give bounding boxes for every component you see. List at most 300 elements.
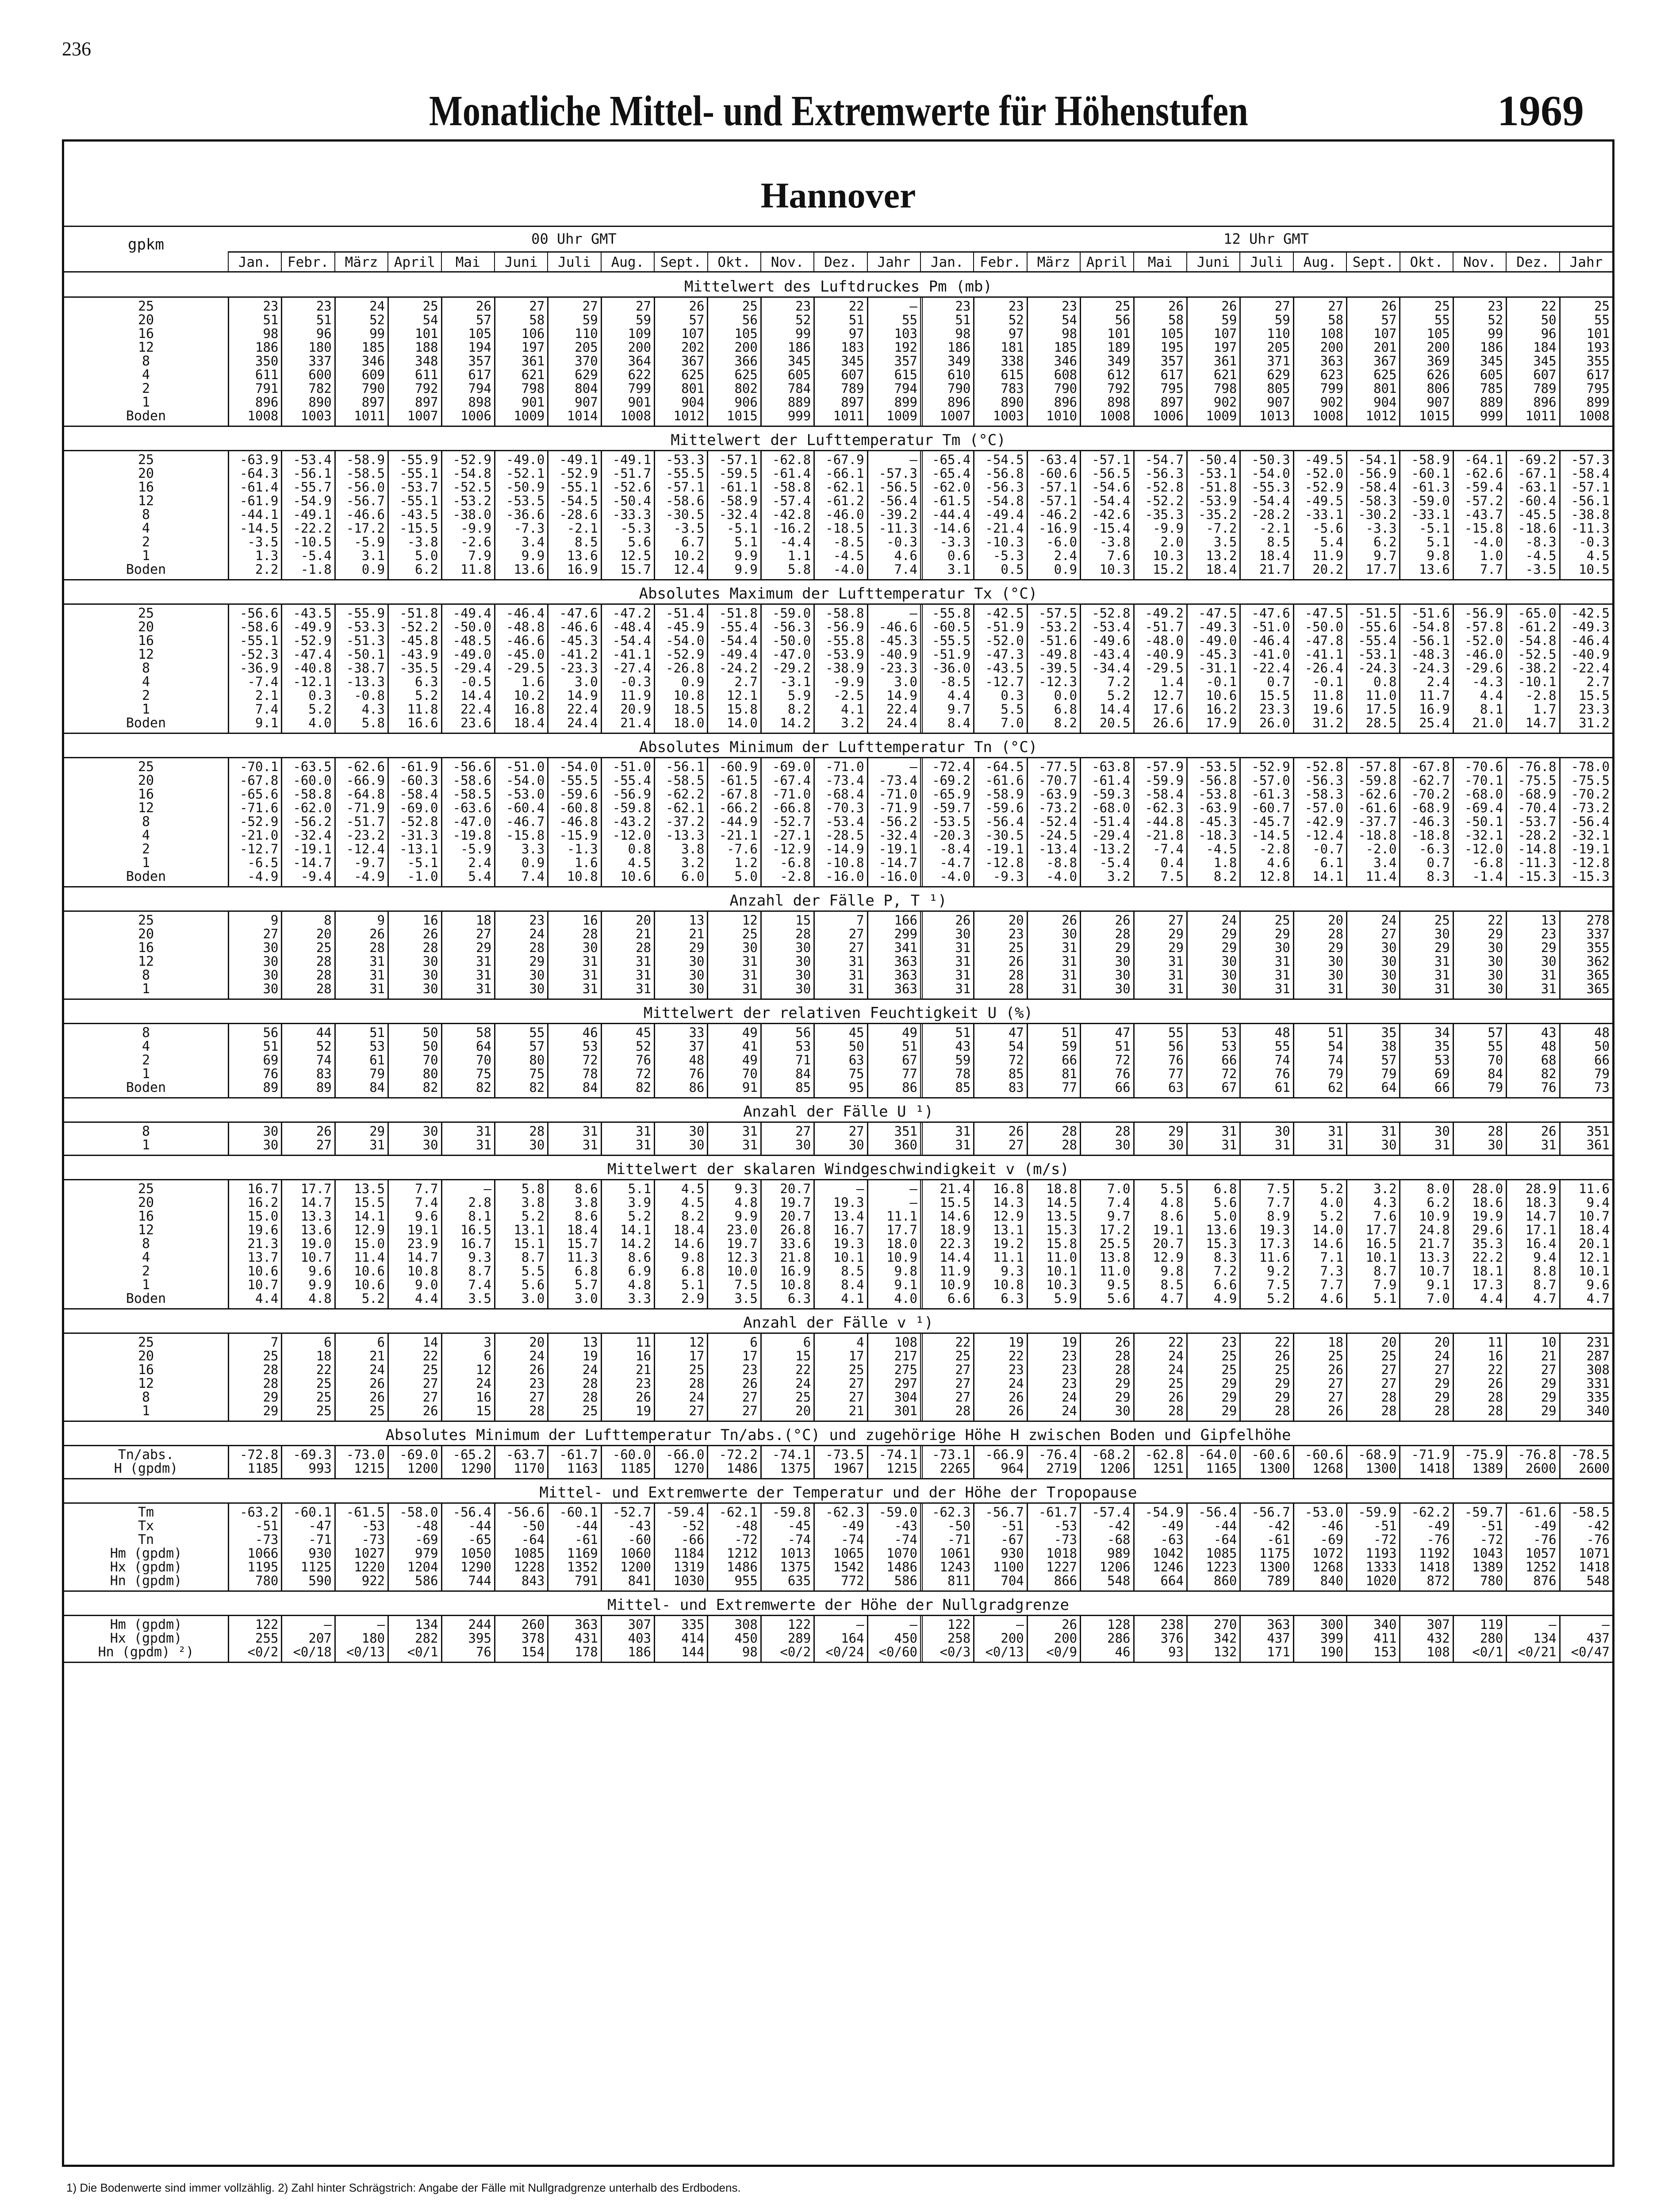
value-cell: 19.6: [247, 1223, 279, 1237]
value-cell: 5.0: [734, 870, 758, 883]
value-cell: 617: [468, 368, 491, 382]
value-cell: -67.8: [1411, 760, 1450, 774]
value-cell: -62.6: [1358, 787, 1397, 801]
row-label: 25: [138, 913, 154, 928]
value-cell: 6: [483, 1349, 491, 1363]
value-cell: -61.2: [825, 494, 864, 508]
value-cell: 193: [1586, 341, 1610, 354]
value-column: [1559, 451, 1612, 579]
value-cell: -21.8: [1145, 829, 1184, 842]
value-column: [920, 912, 973, 998]
value-cell: 811: [947, 1574, 971, 1588]
value-cell: 340: [1373, 1618, 1397, 1632]
value-cell: -68.0: [1092, 801, 1131, 815]
value-cell: 51: [316, 313, 332, 327]
value-cell: 896: [255, 396, 279, 409]
value-cell: 4.0: [1320, 1196, 1344, 1210]
value-cell: 16.2: [1206, 703, 1237, 716]
value-cell: 1.6: [575, 856, 598, 870]
value-cell: -2.0: [1365, 842, 1397, 856]
value-cell: -36.9: [240, 661, 279, 675]
value-column: [334, 912, 387, 998]
value-cell: 17.7: [1365, 563, 1397, 576]
value-cell: 200: [734, 341, 758, 354]
value-cell: -76.8: [1518, 1448, 1557, 1462]
value-cell: -62.2: [666, 787, 705, 801]
value-cell: 31: [369, 955, 385, 968]
value-column: [494, 1334, 547, 1421]
value-cell: 22.2: [1472, 1251, 1503, 1264]
value-cell: 26: [1115, 1336, 1131, 1349]
value-column: [281, 912, 334, 998]
value-cell: 9.5: [1107, 1278, 1131, 1292]
value-column: [654, 912, 707, 998]
value-column: [1559, 298, 1612, 426]
value-cell: 3.8: [521, 1196, 545, 1210]
row-label: 16: [138, 1209, 154, 1224]
value-cell: 11.0: [1099, 1264, 1131, 1278]
value-cell: 5.2: [1320, 1210, 1344, 1223]
value-cell: 202: [681, 341, 705, 354]
value-cell: -48.8: [506, 620, 545, 634]
value-cell: 9.8: [1160, 1264, 1184, 1278]
value-cell: -45.7: [1251, 815, 1290, 829]
value-cell: 16.7: [460, 1237, 491, 1251]
value-column: [1027, 451, 1080, 579]
value-cell: 14.1: [354, 1210, 385, 1223]
value-cell: 301: [894, 1404, 917, 1418]
value-cell: 48: [1594, 1026, 1610, 1040]
value-cell: -39.5: [1038, 661, 1078, 675]
value-cell: -13.2: [1092, 842, 1131, 856]
value-column: [1133, 605, 1186, 733]
section-block: [64, 1615, 1612, 1663]
value-cell: 26: [369, 1377, 385, 1390]
value-cell: 19: [582, 1349, 598, 1363]
value-column: [707, 605, 760, 733]
value-cell: -47.5: [1198, 607, 1237, 620]
row-labels: [64, 760, 228, 883]
value-cell: 623: [1320, 368, 1344, 382]
value-column: [547, 912, 600, 998]
value-cell: -52.9: [293, 634, 332, 648]
value-cell: -4.0: [833, 563, 864, 576]
row-label: 16: [138, 480, 154, 495]
value-cell: -69.0: [772, 760, 811, 774]
value-cell: 58: [1168, 313, 1184, 327]
value-column: [547, 451, 600, 579]
value-cell: -58.8: [293, 787, 332, 801]
value-cell: 4.7: [1160, 1292, 1184, 1306]
value-cell: -57.5: [1038, 607, 1078, 620]
value-cell: 16.5: [1365, 1237, 1397, 1251]
value-cell: 5.6: [628, 535, 652, 549]
value-cell: 186: [787, 341, 811, 354]
value-cell: 13.5: [1046, 1210, 1078, 1223]
value-cell: 10.3: [1153, 549, 1184, 563]
value-cell: 22: [795, 1363, 811, 1377]
row-label: 8: [142, 507, 150, 522]
value-column: [281, 758, 334, 886]
value-cell: 26: [476, 300, 491, 313]
value-cell: 63: [848, 1053, 864, 1067]
value-cell: 24: [1221, 914, 1237, 927]
value-cell: 18.8: [1046, 1182, 1078, 1196]
value-cell: 30: [1488, 968, 1503, 982]
value-cell: 29: [1328, 941, 1344, 955]
value-column: [760, 1123, 813, 1155]
row-labels: [64, 1618, 228, 1659]
value-column: [1133, 1024, 1186, 1097]
value-cell: 9.7: [947, 703, 971, 716]
value-cell: 99: [369, 327, 385, 341]
value-cell: -56.1: [1571, 494, 1610, 508]
value-cell: -65.2: [453, 1448, 491, 1462]
value-cell: 98: [955, 327, 971, 341]
value-cell: -56.4: [453, 1505, 491, 1519]
value-cell: -49.8: [1038, 648, 1078, 661]
value-cell: 16.9: [780, 1264, 811, 1278]
section-title: Anzahl der Fälle P, T ¹): [729, 892, 947, 910]
value-cell: 31: [476, 1125, 491, 1138]
value-cell: -46.6: [346, 508, 385, 522]
value-cell: 18.4: [673, 1223, 705, 1237]
row-label: 2: [142, 534, 150, 550]
value-cell: 363: [894, 982, 917, 996]
value-cell: 1206: [1099, 1462, 1131, 1475]
value-column: [1239, 1616, 1292, 1662]
value-cell: 361: [1213, 354, 1237, 368]
value-cell: 31.2: [1312, 716, 1344, 730]
value-cell: -58.6: [240, 620, 279, 634]
value-cell: -49.3: [1571, 620, 1610, 634]
value-cell: 4.0: [894, 1292, 917, 1306]
value-column: [334, 1180, 387, 1308]
row-labels: [64, 1182, 228, 1306]
value-cell: 57: [476, 313, 491, 327]
value-cell: 31: [1328, 1138, 1344, 1152]
value-cell: 17: [689, 1349, 705, 1363]
value-cell: 1185: [620, 1462, 652, 1475]
value-column: [1027, 1123, 1080, 1155]
value-cell: 4.4: [1480, 1292, 1503, 1306]
value-cell: 25: [316, 941, 332, 955]
value-cell: 15.1: [514, 1237, 545, 1251]
value-cell: 18: [316, 1349, 332, 1363]
value-column: [1293, 758, 1346, 886]
value-cell: 395: [468, 1632, 491, 1645]
value-cell: 244: [468, 1618, 491, 1632]
value-cell: 25: [1328, 1349, 1344, 1363]
value-cell: -0.3: [886, 535, 917, 549]
month-header-cell: Nov.: [760, 253, 813, 271]
value-cell: -60.3: [399, 774, 438, 787]
value-column: [1027, 298, 1080, 426]
value-column: [1027, 912, 1080, 998]
value-column: [813, 912, 867, 998]
value-cell: 49: [742, 1026, 758, 1040]
value-cell: 95: [848, 1081, 864, 1094]
value-cell: -54.1: [1358, 453, 1397, 467]
value-column: [1506, 1180, 1559, 1308]
value-cell: 9.9: [734, 1210, 758, 1223]
value-cell: -52.8: [1145, 480, 1184, 494]
value-cell: 29: [1221, 1404, 1237, 1418]
value-column: [1453, 1180, 1506, 1308]
value-cell: -16.0: [878, 870, 917, 883]
value-cell: -54.7: [1145, 453, 1184, 467]
value-column: [1186, 1123, 1239, 1155]
value-column: [813, 1616, 867, 1662]
value-cell: 7.9: [468, 549, 491, 563]
value-cell: -43.7: [1464, 508, 1503, 522]
value-cell: 5.9: [787, 689, 811, 703]
value-cell: 23: [529, 914, 545, 927]
value-grid: [228, 1504, 1612, 1590]
value-cell: 30: [1328, 955, 1344, 968]
value-cell: 25: [369, 1404, 385, 1418]
value-cell: 5.9: [1054, 1292, 1078, 1306]
value-cell: 10.8: [567, 870, 598, 883]
value-cell: 30: [1115, 955, 1131, 968]
row-label: Boden: [126, 1291, 166, 1306]
value-cell: -3.1: [780, 675, 811, 689]
value-cell: 10.1: [1365, 1251, 1397, 1264]
value-column: [1027, 1334, 1080, 1421]
value-cell: 450: [734, 1632, 758, 1645]
value-cell: -17.2: [346, 522, 385, 535]
value-cell: 25: [1381, 1349, 1397, 1363]
value-column: [1399, 1180, 1452, 1308]
value-cell: 1165: [1206, 1462, 1237, 1475]
value-cell: 29: [1541, 1377, 1557, 1390]
value-cell: 617: [1160, 368, 1184, 382]
value-cell: -61.6: [1518, 1505, 1557, 1519]
value-column: [1399, 1446, 1452, 1478]
value-column: [441, 1334, 494, 1421]
value-column: [654, 1180, 707, 1308]
value-cell: 27: [1274, 300, 1290, 313]
value-cell: 26: [1008, 1390, 1024, 1404]
value-cell: -51: [1480, 1519, 1503, 1533]
value-cell: -5.3: [993, 549, 1024, 563]
row-label: 4: [142, 828, 150, 843]
value-cell: –: [1549, 1618, 1557, 1632]
value-cell: -78.0: [1571, 760, 1610, 774]
value-cell: 31: [1168, 968, 1184, 982]
row-label: Tn: [138, 1532, 154, 1548]
value-cell: 898: [468, 396, 491, 409]
value-cell: 122: [787, 1618, 811, 1632]
row-label: Boden: [126, 562, 166, 577]
value-column: [707, 1024, 760, 1097]
row-label: 16: [138, 787, 154, 802]
value-cell: 27: [848, 1125, 864, 1138]
value-cell: 73: [1594, 1081, 1610, 1094]
value-cell: 24: [1168, 1363, 1184, 1377]
value-cell: -57.1: [1571, 480, 1610, 494]
value-cell: 53: [795, 1040, 811, 1053]
value-column: [1186, 1446, 1239, 1478]
value-cell: 1.4: [1160, 675, 1184, 689]
value-cell: 75: [848, 1067, 864, 1081]
value-cell: -36.0: [932, 661, 971, 675]
value-cell: 51: [263, 313, 279, 327]
value-cell: -8.8: [1046, 856, 1078, 870]
value-cell: <0/2: [780, 1645, 811, 1659]
value-cell: -62.1: [825, 480, 864, 494]
section-block: [64, 1502, 1612, 1592]
value-cell: 2600: [1579, 1462, 1610, 1475]
row-label: 1: [142, 1277, 150, 1293]
value-cell: -41.2: [559, 648, 598, 661]
value-grid: [228, 1616, 1612, 1662]
value-column: [1027, 1616, 1080, 1662]
value-cell: -8.4: [940, 842, 971, 856]
value-cell: 76: [476, 1645, 491, 1659]
value-cell: 52: [369, 313, 385, 327]
value-cell: 76: [1541, 1081, 1557, 1094]
value-cell: -62.6: [1464, 467, 1503, 480]
value-cell: -63.6: [453, 801, 491, 815]
value-cell: 29: [1115, 1377, 1131, 1390]
value-cell: -13.3: [346, 675, 385, 689]
value-cell: 178: [575, 1645, 598, 1659]
value-cell: -58.5: [666, 774, 705, 787]
value-cell: 69: [263, 1053, 279, 1067]
value-cell: -33.1: [1304, 508, 1344, 522]
value-column: [1453, 1123, 1506, 1155]
value-cell: 8.6: [1160, 1210, 1184, 1223]
value-cell: -73: [361, 1533, 385, 1547]
value-cell: 1060: [620, 1547, 652, 1560]
value-cell: -31.1: [1198, 661, 1237, 675]
value-cell: -51.7: [1145, 620, 1184, 634]
value-cell: 50: [422, 1026, 438, 1040]
value-column: [867, 912, 920, 998]
value-cell: 617: [1586, 368, 1610, 382]
value-cell: 28: [1381, 1390, 1397, 1404]
value-cell: 280: [1480, 1632, 1503, 1645]
value-cell: 82: [422, 1081, 438, 1094]
value-cell: 20.7: [780, 1210, 811, 1223]
value-cell: 260: [521, 1618, 545, 1632]
value-cell: -74.1: [772, 1448, 811, 1462]
value-cell: 414: [681, 1632, 705, 1645]
value-cell: 15.5: [940, 1196, 971, 1210]
value-column: [1559, 1024, 1612, 1097]
value-cell: 83: [316, 1067, 332, 1081]
value-cell: -58.5: [1571, 1505, 1610, 1519]
value-cell: 15.7: [567, 1237, 598, 1251]
value-column: [920, 605, 973, 733]
value-cell: 1.0: [1480, 549, 1503, 563]
value-cell: 10.2: [514, 689, 545, 703]
value-cell: -52.9: [240, 815, 279, 829]
value-cell: -43.9: [399, 648, 438, 661]
value-cell: 27: [689, 1404, 705, 1418]
value-cell: 29: [263, 1404, 279, 1418]
value-cell: 6.6: [947, 1292, 971, 1306]
value-cell: 85: [795, 1081, 811, 1094]
value-cell: 23: [742, 1363, 758, 1377]
value-cell: 61: [1274, 1081, 1290, 1094]
value-cell: -69: [1320, 1533, 1344, 1547]
row-label: 25: [138, 299, 154, 314]
value-cell: -58.9: [985, 787, 1024, 801]
value-cell: 26: [636, 1390, 652, 1404]
value-cell: -22.2: [293, 522, 332, 535]
value-cell: 1375: [780, 1560, 811, 1574]
value-column: [867, 298, 920, 426]
value-cell: 3.5: [734, 1292, 758, 1306]
value-cell: 1.1: [787, 549, 811, 563]
value-column: [1293, 1504, 1346, 1590]
value-cell: 363: [575, 1618, 598, 1632]
footnote: 1) Die Bodenwerte sind immer vollzählig. 2) Zahl hinter Schrägstrich: Angabe der Fälle mit Nullgradgrenze unterhalb des Erdbodens.: [66, 2181, 741, 2194]
value-cell: 0.3: [1001, 689, 1024, 703]
value-cell: 17.7: [886, 1223, 917, 1237]
value-cell: 18.4: [1259, 549, 1290, 563]
value-cell: 29: [1541, 1390, 1557, 1404]
value-cell: 9.3: [734, 1182, 758, 1196]
value-cell: 1071: [1579, 1547, 1610, 1560]
value-cell: -30.5: [985, 829, 1024, 842]
value-cell: 1006: [1153, 409, 1184, 423]
value-cell: 16: [1488, 1349, 1503, 1363]
value-column: [1399, 1504, 1452, 1590]
value-cell: 18: [1328, 1336, 1344, 1349]
value-column: [1346, 1334, 1399, 1421]
value-cell: 18.4: [567, 1223, 598, 1237]
value-cell: -53.1: [1358, 648, 1397, 661]
value-cell: 6.8: [575, 1264, 598, 1278]
value-column: [334, 1123, 387, 1155]
value-cell: 897: [415, 396, 438, 409]
value-cell: 57: [689, 313, 705, 327]
value-cell: 23: [1221, 1336, 1237, 1349]
value-cell: 31: [582, 1125, 598, 1138]
value-cell: 197: [521, 341, 545, 354]
value-cell: 30: [1168, 1138, 1184, 1152]
value-column: [494, 1616, 547, 1662]
value-cell: 1042: [1153, 1547, 1184, 1560]
value-column: [387, 1123, 441, 1155]
value-cell: -2.1: [567, 522, 598, 535]
value-cell: 10.2: [673, 549, 705, 563]
value-cell: -69.4: [1464, 801, 1503, 815]
value-cell: 16.9: [1419, 703, 1450, 716]
value-column: [601, 1504, 654, 1590]
value-cell: 3.2: [1107, 870, 1131, 883]
value-cell: 185: [1054, 341, 1078, 354]
value-cell: 31: [582, 1138, 598, 1152]
value-cell: 185: [361, 341, 385, 354]
value-cell: 19: [636, 1404, 652, 1418]
value-column: [654, 758, 707, 886]
value-cell: 31: [1221, 1138, 1237, 1152]
value-cell: –: [1602, 1618, 1610, 1632]
value-cell: -31.3: [399, 829, 438, 842]
value-cell: -49.3: [1198, 620, 1237, 634]
value-column: [1080, 912, 1133, 998]
value-column: [601, 1334, 654, 1421]
value-cell: 795: [1586, 382, 1610, 396]
value-cell: 25: [1115, 300, 1131, 313]
value-cell: -24.3: [1411, 661, 1450, 675]
value-cell: 25: [316, 1390, 332, 1404]
value-cell: 24: [476, 1377, 491, 1390]
